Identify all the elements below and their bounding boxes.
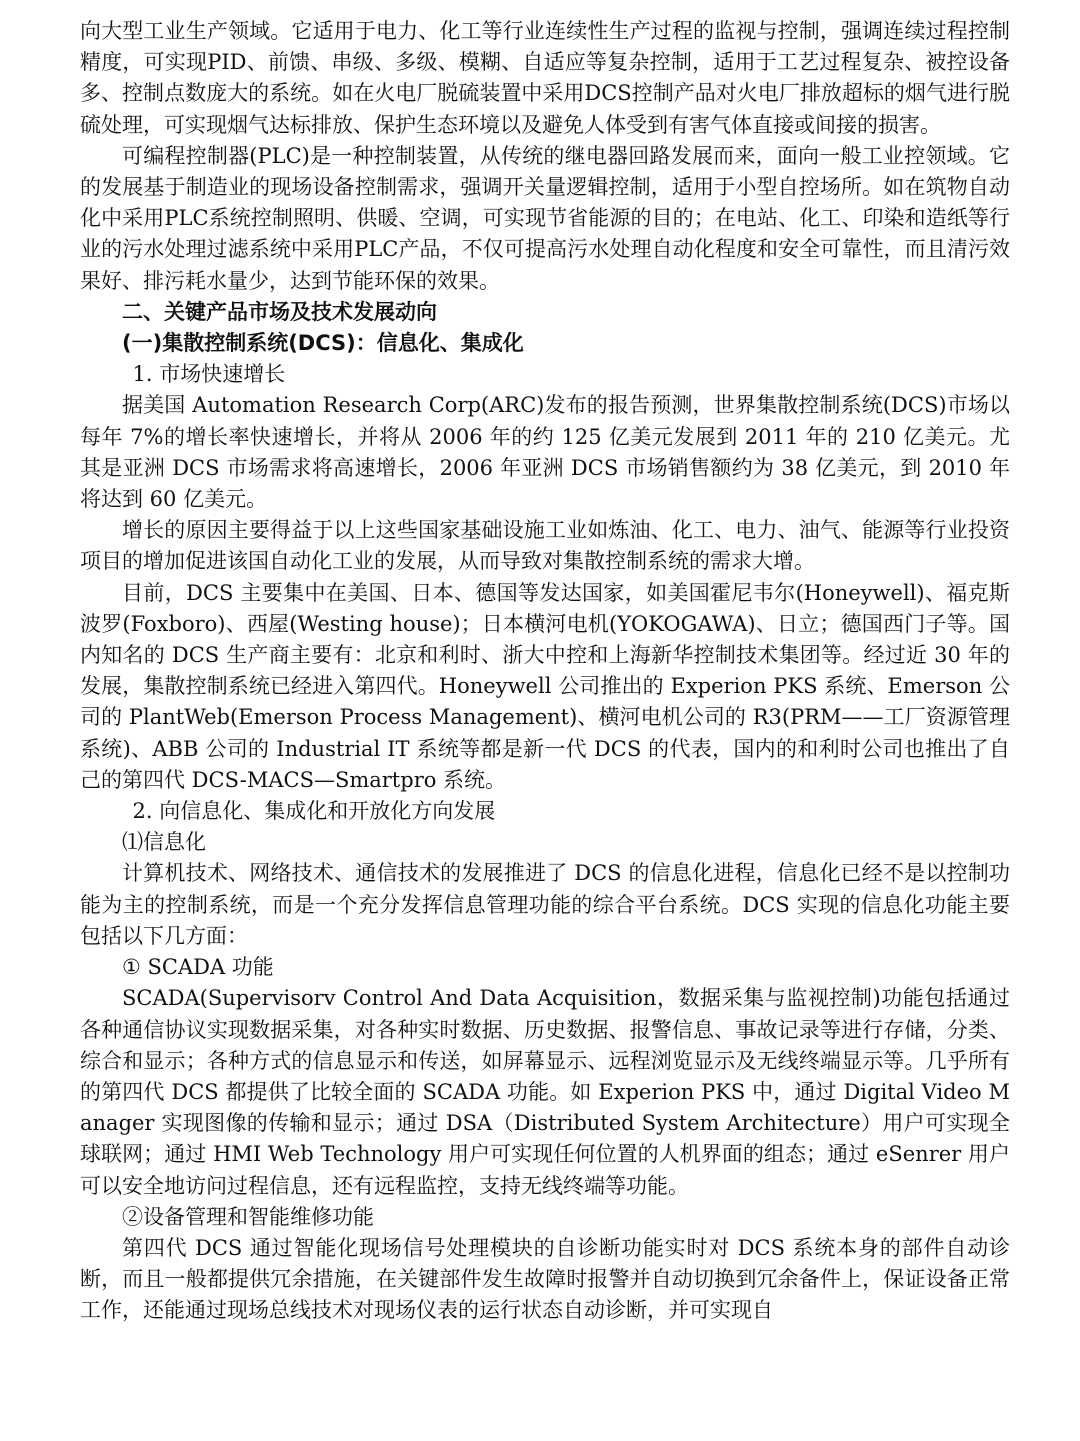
subsection-heading-dcs: (一)集散控制系统(DCS)：信息化、集成化 (122, 331, 524, 356)
paragraph-growth-reasons: 增长的原因主要得益于以上这些国家基础设施工业如炼油、化工、电力、油气、能源等行业投资项目的增加促进该国自动化工业的发展，从而导致对集散控制系统的需求大增。 (80, 518, 1010, 574)
item-heading-device-management: ②设备管理和智能维修功能 (122, 1204, 374, 1229)
paragraph-plc-intro: 可编程控制器(PLC)是一种控制装置，从传统的继电器回路发展而来，面向一般工业控领域。它的发展基于制造业的现场设备控制需求，强调开关量逻辑控制，适用于小型自控场所。如在筑物自动化中采用PLC系统控制照明、供暖、空调，可实现节省能源的目的；在电站、化工、印染和造纸等行业的污水处理过滤系统中采用PLC产品，不仅可提高污水处理自动化程度和安全可靠性，而且清污效果好、排污耗水量少，达到节能环保的效果。 (80, 143, 1010, 293)
paragraph-dcs-vendors: 目前，DCS 主要集中在美国、日本、德国等发达国家，如美国霍尼韦尔(Honeywell)、福克斯波罗(Foxboro)、西屋(Westing house)；日本横河电机(YOKOGAWA)、日立；德国西门子等。国内知名的 DCS 生产商主要有：北京和利时、浙大中控和上海新华控制技术集团等。经过近 30 年的发展，集散控制系统已经进入第四代。Honeywell 公司推出的 Experion PKS 系统、Emerson 公司的 PlantWeb(Emerson Process Management)、横河电机公司的 R3(PRM——工厂资源管理系统)、ABB 公司的 Industrial IT 系统等都是新一代 DCS 的代表，国内的和利时公司也推出了自己的第四代 DCS-MACS—Smartpro 系统。 (80, 580, 1010, 792)
paragraph-device-management: 第四代 DCS 通过智能化现场信号处理模块的自诊断功能实时对 DCS 系统本身的部件自动诊断，而且一般都提供冗余措施，在关键部件发生故障时报警并自动切换到冗余备件上，保证设备正常工作，还能通过现场总线技术对现场仪表的运行状态自动诊断，并可实现自 (80, 1235, 1010, 1323)
item-heading-market-growth: 1. 市场快速增长 (132, 362, 286, 387)
section-heading: 二、关键产品市场及技术发展动向 (122, 299, 437, 324)
paragraph-informatization: 计算机技术、网络技术、通信技术的发展推进了 DCS 的信息化进程，信息化已经不是以控制功能为主的控制系统，而是一个充分发挥信息管理功能的综合平台系统。DCS 实现的信息化功能主要包括以下几方面： (80, 861, 1010, 948)
document-page (80, 16, 1010, 1327)
paragraph-arc-forecast: 据美国 Automation Research Corp(ARC)发布的报告预测，世界集散控制系统(DCS)市场以每年 7%的增长率快速增长，并将从 2006 年的约 125 亿美元发展到 2011 年的 210 亿美元。尤其是亚洲 DCS 市场需求将高速增长，2006 年亚洲 DCS 市场销售额约为 38 亿美元，到 2010 年将达到 60 亿美元。 (80, 393, 1010, 512)
paragraph-dcs-application: 向大型工业生产领域。它适用于电力、化工等行业连续性生产过程的监视与控制，强调连续过程控制精度，可实现PID、前馈、串级、多级、模糊、自适应等复杂控制，适用于工艺过程复杂、被控设备多、控制点数庞大的系统。如在火电厂脱硫装置中采用DCS控制产品对火电厂排放超标的烟气进行脱硫处理，可实现烟气达标排放、保护生态环境以及避免人体受到有害气体直接或间接的损害。 (80, 19, 1010, 137)
item-heading-development-direction: 2. 向信息化、集成化和开放化方向发展 (132, 799, 496, 824)
item-heading-scada: ① SCADA 功能 (122, 955, 274, 980)
paragraph-scada: SCADA(Supervisorv Control And Data Acquisition，数据采集与监视控制)功能包括通过各种通信协议实现数据采集，对各种实时数据、历史数据、报警信息、事故记录等进行存储，分类、综合和显示；各种方式的信息显示和传送，如屏幕显示、远程浏览显示及无线终端显示等。几乎所有的第四代 DCS 都提供了比较全面的 SCADA 功能。如 Experion PKS 中，通过 Digital Video Manager 实现图像的传输和显示；通过 DSA（Distributed System Architecture）用户可实现全球联网；通过 HMI Web Technology 用户可实现任何位置的人机界面的组态；通过 eSenrer 用户可以安全地访问过程信息，还有远程监控，支持无线终端等功能。 (80, 986, 1010, 1198)
item-heading-informatization: ⑴信息化 (122, 830, 206, 855)
